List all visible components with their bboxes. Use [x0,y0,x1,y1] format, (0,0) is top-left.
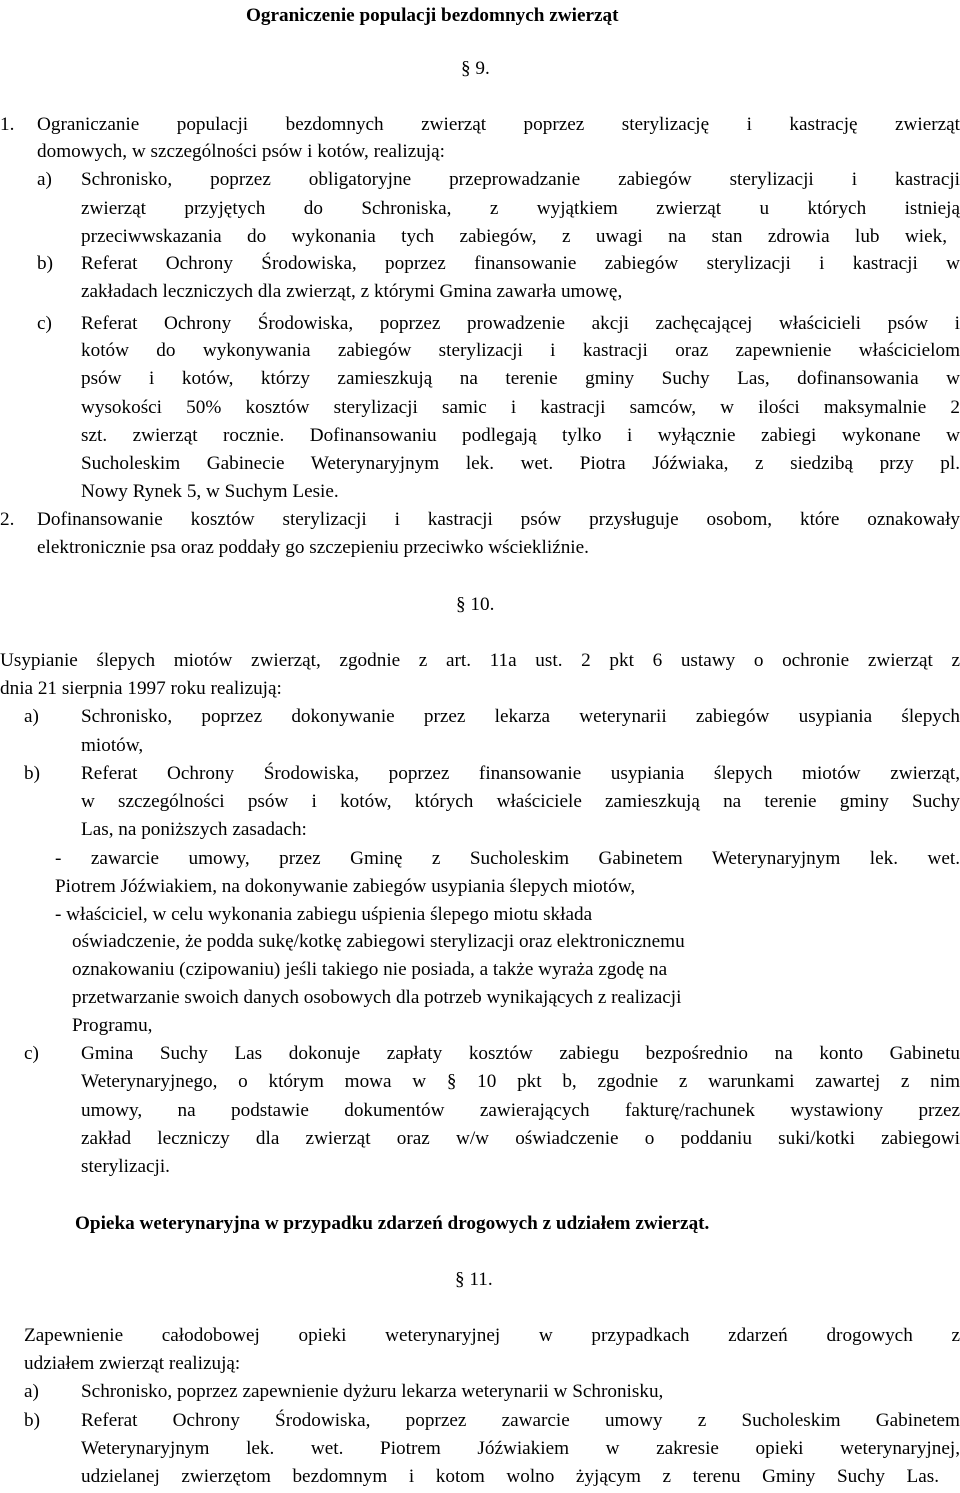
s9-item-a-line: zwierząt przyjętych do Schroniska, z wyjątkiem zwierząt u których istnieją [81,198,960,219]
section-11-sign: § 11. [455,1269,493,1290]
s9-p2-line: elektronicznie psa oraz poddały go szczepieniu przeciwko wściekliźnie. [37,537,589,558]
s10-item-c-label: c) [24,1043,39,1064]
s9-item-a-label: a) [37,169,52,190]
s10-item-c-line: sterylizacji. [81,1156,170,1177]
heading-main: Ograniczenie populacji bezdomnych zwierząt [246,5,619,26]
s9-item-c-line: wysokości 50% kosztów sterylizacji samic i kastracji samców, w ilości maksymalnie 2 [81,397,960,418]
s10-item-c-line: Gmina Suchy Las dokonuje zapłaty kosztów zabiegu bezpośrednio na konto Gabinetu [81,1043,960,1064]
s9-p1-line: Ograniczanie populacji bezdomnych zwierząt poprzez sterylizację i kastrację zwierząt [37,114,960,135]
s10-item-b-line: Las, na poniższych zasadach: [81,819,307,840]
s11-intro-line: Zapewnienie całodobowej opieki weterynaryjnej w przypadkach zdarzeń drogowych z [24,1325,960,1346]
s10-item-a-line: miotów, [81,735,144,756]
s9-p2-line: Dofinansowanie kosztów sterylizacji i kastracji psów przysługuje osobom, które oznakowały [37,509,960,530]
s11-item-b-line: udzielanej zwierzętom bezdomnym i kotom wolno żyjącym z terenu Gminy Suchy Las. [81,1466,939,1487]
s11-item-a-label: a) [24,1381,39,1402]
s10-dash-line: - właściciel, w celu wykonania zabiegu uśpienia ślepego miotu składa [55,904,593,925]
s9-p2-number: 2. [0,509,15,530]
s11-item-b-line: Referat Ochrony Środowiska, poprzez zawarcie umowy z Sucholeskim Gabinetem [81,1410,960,1431]
s10-item-c-line: zakład leczniczy dla zwierząt oraz w/w oświadczenie o poddaniu suki/kotki zabiegowi [81,1128,960,1149]
s10-dash-line: Piotrem Jóźwiakiem, na dokonywanie zabiegów usypiania ślepych miotów, [55,876,636,897]
s10-intro-line: Usypianie ślepych miotów zwierząt, zgodnie z art. 11a ust. 2 pkt 6 ustawy o ochronie zwierząt z [0,650,960,671]
s10-item-b-line: Referat Ochrony Środowiska, poprzez finansowanie usypiania ślepych miotów zwierząt, [81,763,960,784]
heading-vet-care: Opieka weterynaryjna w przypadku zdarzeń drogowych z udziałem zwierząt. [75,1213,710,1234]
s10-item-c-line: umowy, na podstawie dokumentów zawierających fakturę/rachunek wystawiony przez [81,1100,960,1121]
s9-item-b-label: b) [37,253,53,274]
section-10-sign: § 10. [456,594,495,615]
s9-p1-line: domowych, w szczególności psów i kotów, realizują: [37,141,445,162]
s10-intro-line: dnia 21 sierpnia 1997 roku realizują: [0,678,282,699]
s9-item-c-line: Referat Ochrony Środowiska, poprzez prowadzenie akcji zachęcającej właścicieli psów i [81,313,960,334]
s10-dash-line: przetwarzanie swoich danych osobowych dla potrzeb wynikających z realizacji [72,987,682,1008]
s10-item-b-label: b) [24,763,40,784]
s9-item-c-line: Nowy Rynek 5, w Suchym Lesie. [81,481,339,502]
s11-item-b-line: Weterynaryjnym lek. wet. Piotrem Jóźwiakiem w zakresie opieki weterynaryjnej, [81,1438,960,1459]
s10-dash-line: - zawarcie umowy, przez Gminę z Sucholeskim Gabinetem Weterynaryjnym lek. wet. [55,848,960,869]
s9-item-b-line: Referat Ochrony Środowiska, poprzez finansowanie zabiegów sterylizacji i kastracji w [81,253,960,274]
s10-item-a-line: Schronisko, poprzez dokonywanie przez lekarza weterynarii zabiegów usypiania ślepych [81,706,960,727]
s10-dash-line: oznakowaniu (czipowaniu) jeśli takiego nie posiada, a także wyraża zgodę na [72,959,668,980]
s9-item-a-line: przeciwwskazania do wykonania tych zabiegów, z uwagi na stan zdrowia lub wiek, [81,226,947,247]
s9-item-a-line: Schronisko, poprzez obligatoryjne przeprowadzanie zabiegów sterylizacji i kastracji [81,169,960,190]
s9-item-c-line: psów i kotów, którzy zamieszkują na terenie gminy Suchy Las, dofinansowania w [81,368,960,389]
s9-item-c-line: Sucholeskim Gabinecie Weterynaryjnym lek. wet. Piotra Jóźwiaka, z siedzibą przy pl. [81,453,960,474]
s9-p1-number: 1. [0,114,15,135]
s10-item-b-line: w szczególności psów i kotów, których właściciele zamieszkują na terenie gminy Suchy [81,791,960,812]
s9-item-c-line: kotów do wykonywania zabiegów sterylizacji i kastracji oraz zapewnienie właścicielom [81,340,960,361]
s9-item-c-label: c) [37,313,52,334]
s10-dash-line: Programu, [72,1015,153,1036]
s11-intro-line: udziałem zwierząt realizują: [24,1353,241,1374]
s11-item-a-line: Schronisko, poprzez zapewnienie dyżuru lekarza weterynarii w Schronisku, [81,1381,664,1402]
section-9-sign: § 9. [461,58,490,79]
s9-item-c-line: szt. zwierząt rocznie. Dofinansowaniu podlegają tylko i wyłącznie zabiegi wykonane w [81,425,960,446]
s10-item-a-label: a) [24,706,39,727]
s10-item-c-line: Weterynaryjnego, o którym mowa w § 10 pkt b, zgodnie z warunkami zawartej z nim [81,1071,960,1092]
s9-item-b-line: zakładach leczniczych dla zwierząt, z którymi Gmina zawarła umowę, [81,281,623,302]
s11-item-b-label: b) [24,1410,40,1431]
s10-dash-line: oświadczenie, że podda sukę/kotkę zabiegowi sterylizacji oraz elektronicznemu [72,931,685,952]
